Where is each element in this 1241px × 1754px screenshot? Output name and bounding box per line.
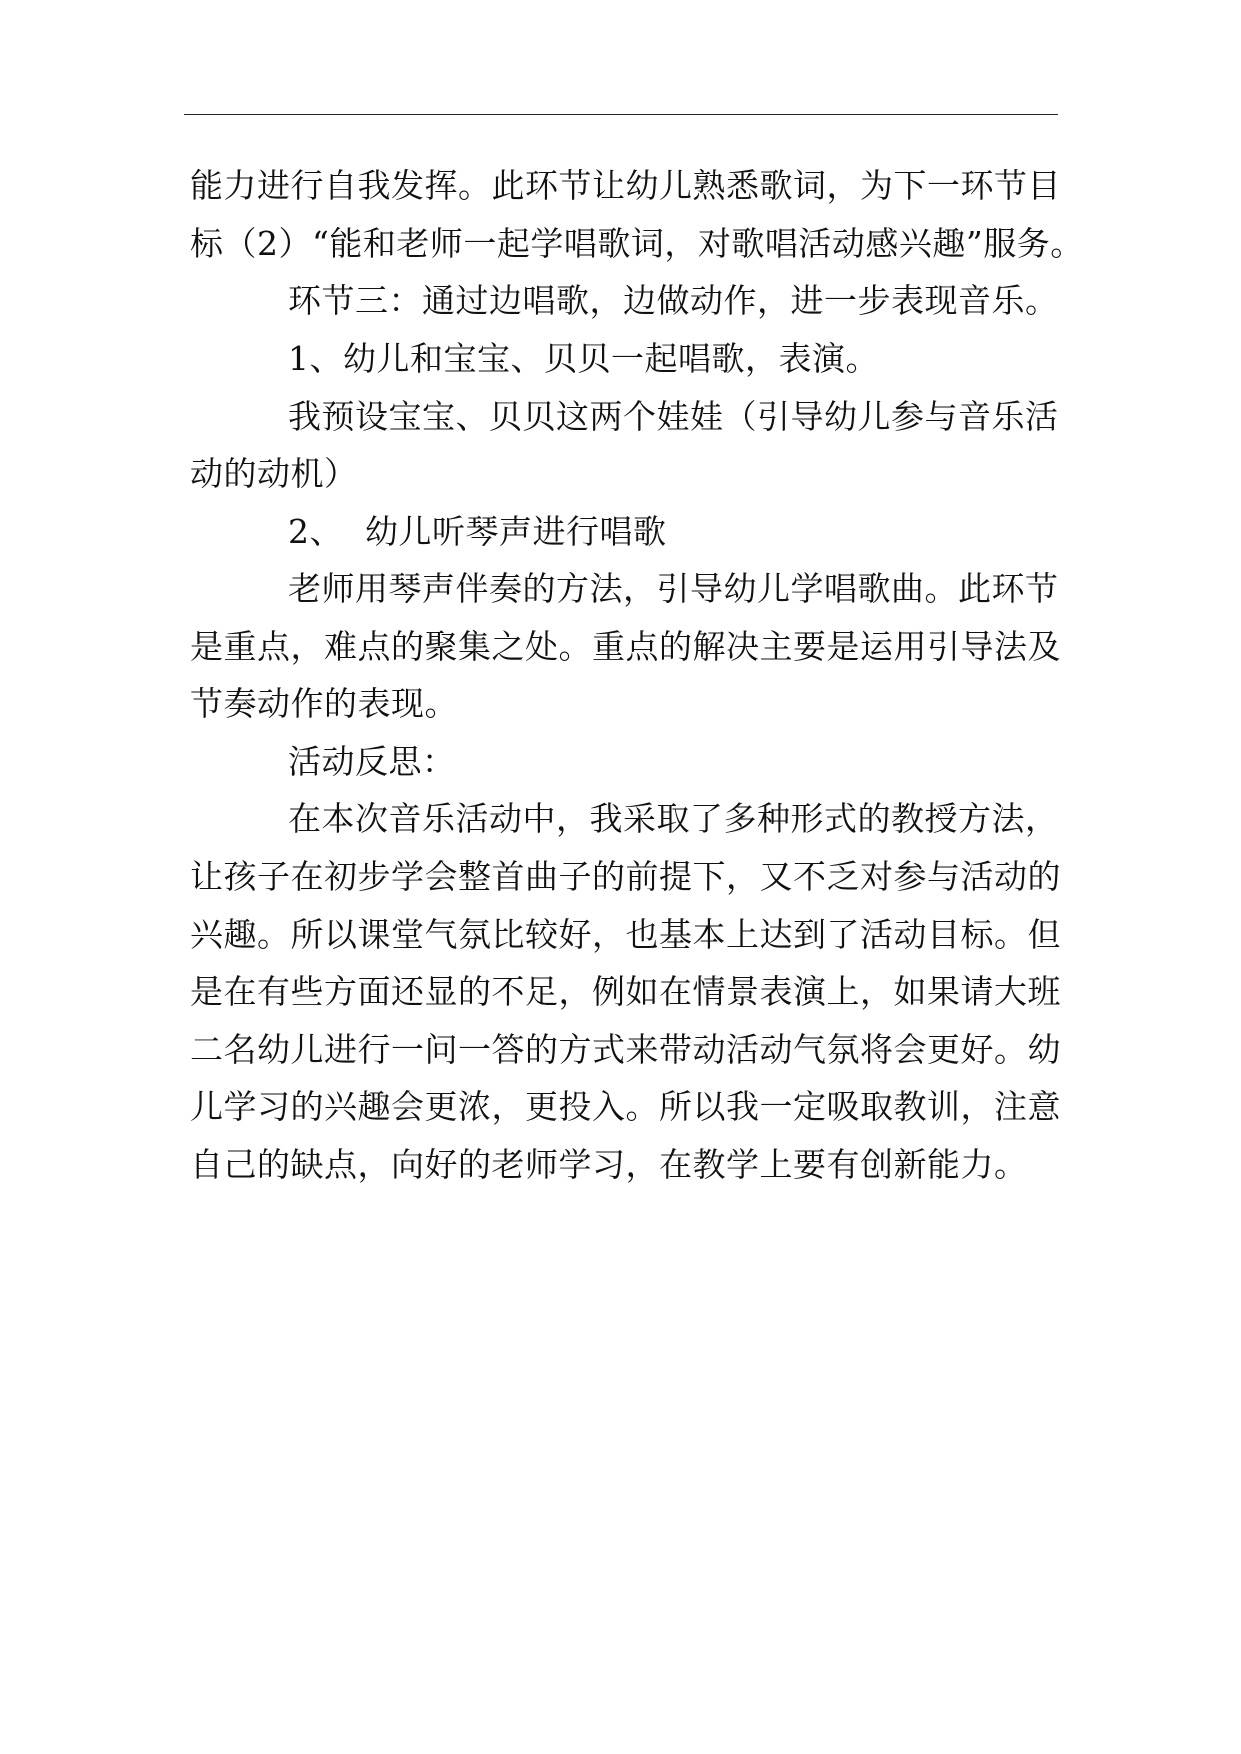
section-heading: 环节三：通过边唱歌，边做动作，进一步表现音乐。 (288, 281, 1059, 320)
text-line: 在本次音乐活动中，我采取了多种形式的教授方法， (288, 799, 1059, 838)
text-line: 是重点，难点的聚集之处。重点的解决主要是运用引导法及 (190, 627, 1061, 666)
list-item: 2、 幼儿听琴声进行唱歌 (288, 512, 667, 551)
text-line: 是在有些方面还显的不足，例如在情景表演上，如果请大班 (190, 972, 1061, 1011)
text-line: 兴趣。所以课堂气氛比较好，也基本上达到了活动目标。但 (190, 915, 1061, 954)
list-item: 1、幼儿和宝宝、贝贝一起唱歌，表演。 (288, 339, 879, 378)
text-line: 让孩子在初步学会整首曲子的前提下，又不乏对参与活动的 (190, 857, 1061, 896)
text-line: 我预设宝宝、贝贝这两个娃娃（引导幼儿参与音乐活 (288, 397, 1059, 436)
text-line: 节奏动作的表现。 (190, 684, 458, 723)
text-line: 自己的缺点，向好的老师学习，在教学上要有创新能力。 (190, 1145, 1028, 1184)
text-line: 标（2）“能和老师一起学唱歌词，对歌唱活动感兴趣”服务。 (190, 224, 1084, 263)
section-heading: 活动反思： (288, 742, 456, 781)
header-rule (184, 114, 1058, 115)
text-line: 儿学习的兴趣会更浓，更投入。所以我一定吸取教训，注意 (190, 1087, 1061, 1126)
text-line: 能力进行自我发挥。此环节让幼儿熟悉歌词，为下一环节目 (190, 166, 1061, 205)
text-line: 动的动机） (190, 454, 358, 493)
text-line: 老师用琴声伴奏的方法，引导幼儿学唱歌曲。此环节 (288, 569, 1059, 608)
text-line: 二名幼儿进行一问一答的方式来带动活动气氛将会更好。幼 (190, 1030, 1061, 1069)
